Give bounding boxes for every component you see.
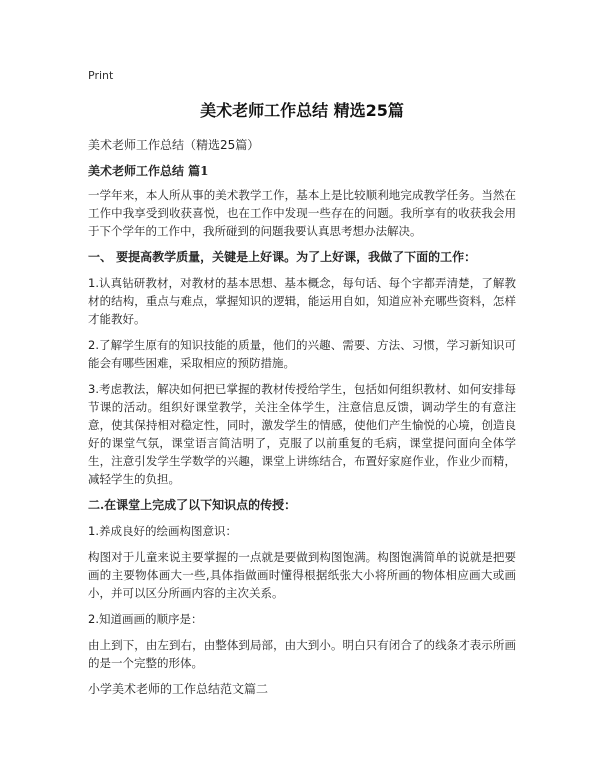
point-title: 2.知道画画的顺序是： <box>88 612 203 626</box>
list-item: 3.考虑教法，解决如何把已掌握的教材传授给学生，包括如何组织教材、如何安排每节课的活动。组织好课堂教学，关注全体学生，注意信息反馈，调动学生的有意注意，使其保持相对稳定性，同时，激发学生的情感，使他们产生愉悦的心境，创造良好的课堂气氛，课堂语言简洁明了，克服了以前重复的毛病，课堂提问面向全体学生，注意引发学生学数学的兴趣，课堂上讲练结合，布置好家庭作业，作业少而精，减轻学生的负担。 <box>88 382 516 486</box>
point-body: 构图对于儿童来说主要掌握的一点就是要做到构图饱满。构图饱满简单的说就是把要画的主要物体画大一些,具体指做画时懂得根据纸张大小将所画的物体相应画大或画小，并可以区分所画内容的主次关系。 <box>88 550 516 600</box>
list-item: 2.了解学生原有的知识技能的质量，他们的兴趣、需要、方法、习惯，学习新知识可能会有哪些困难，采取相应的预防措施。 <box>88 338 516 370</box>
section-heading: 美术老师工作总结 篇1 <box>88 164 209 178</box>
document-title: 美术老师工作总结 精选25篇 <box>200 101 404 120</box>
point-body: 由上到下，由左到右，由整体到局部，由大到小。明白只有闭合了的线条才表示所画的是一个完整的形体。 <box>88 638 516 670</box>
intro-paragraph: 一学年来，本人所从事的美术教学工作，基本上是比较顺利地完成教学任务。当然在工作中我享受到收获喜悦，也在工作中发现一些存在的问题。我所享有的收获我会用于下个学年的工作中，我所碰到的问题我要认真思考想办法解决。 <box>88 188 516 238</box>
heading-two: 二.在课堂上完成了以下知识点的传授： <box>88 498 297 512</box>
list-item: 1.认真钻研教材，对教材的基本思想、基本概念，每句话、每个字都弄清楚，了解教材的结构，重点与难点，掌握知识的逻辑，能运用自如，知道应补充哪些资料，怎样才能教好。 <box>88 276 516 326</box>
heading-one: 一、 要提高教学质量，关键是上好课。为了上好课，我做了下面的工作： <box>88 250 477 264</box>
document-page <box>88 68 516 698</box>
next-article-link: 小学美术老师的工作总结范文篇二 <box>88 682 269 696</box>
point-title: 1.养成良好的绘画构图意识： <box>88 524 237 538</box>
print-label[interactable]: Print <box>88 69 114 82</box>
document-subtitle: 美术老师工作总结（精选25篇） <box>88 138 260 152</box>
